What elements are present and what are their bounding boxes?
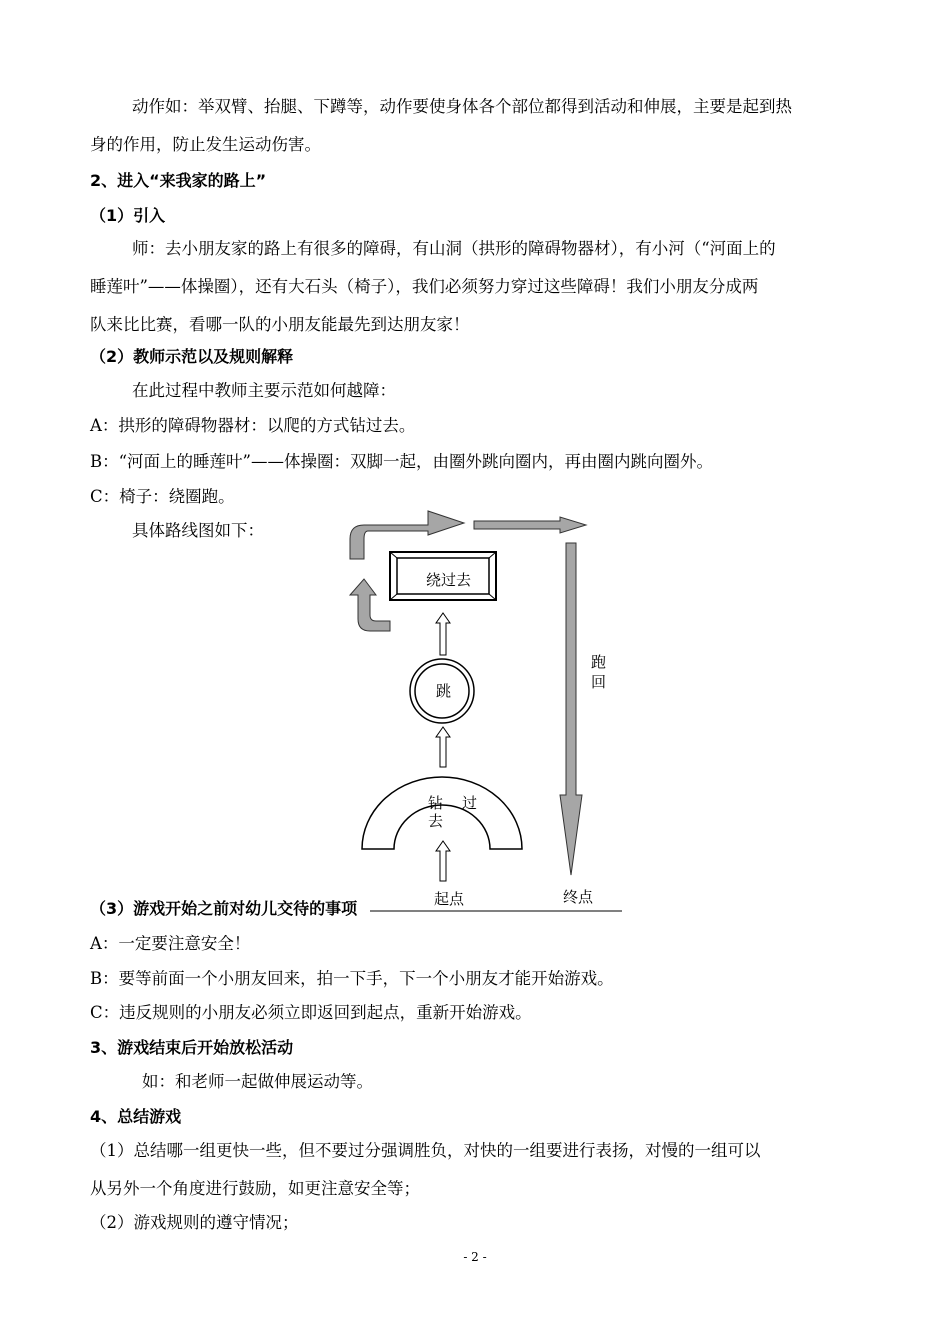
end-label: 终点 — [563, 888, 594, 906]
curved-arrow-left — [350, 579, 390, 631]
arrow-up-to-box — [436, 613, 450, 655]
arch-label: 钻 — [428, 794, 444, 812]
arch-label: 过 — [462, 794, 478, 812]
body-text: 如：和老师一起做伸展运动等。 — [142, 1072, 373, 1091]
section-heading: 2、进入“来我家的路上” — [90, 171, 267, 190]
body-text: 从另外一个角度进行鼓励，如更注意安全等； — [90, 1179, 420, 1198]
body-text: 师：去小朋友家的路上有很多的障碍，有山洞（拱形的障碍物器材），有小河（“河面上的 — [132, 239, 776, 258]
body-text: 动作如：举双臂、抬腿、下蹲等，动作要使身体各个部位都得到活动和伸展，主要是起到热 — [132, 97, 792, 116]
subsection-heading: （3）游戏开始之前对幼儿交待的事项 — [90, 899, 358, 918]
list-item: C：椅子：绕圈跑。 — [90, 487, 235, 506]
arch-label: 去 — [428, 812, 444, 830]
list-item: A：拱形的障碍物器材：以爬的方式钻过去。 — [90, 416, 416, 435]
arrow-up-to-circle — [436, 727, 450, 767]
body-text: 睡莲叶”——体操圈），还有大石头（椅子），我们必须努力穿过这些障碍！我们小朋友分成两 — [90, 277, 759, 296]
arrow-right-top — [474, 517, 586, 533]
run-back-label: 跑 — [591, 653, 607, 671]
circle-label: 跳 — [436, 682, 452, 700]
section-heading: 3、游戏结束后开始放松活动 — [90, 1038, 294, 1057]
list-item: A：一定要注意安全！ — [90, 934, 251, 953]
page-number: - 2 - — [463, 1250, 487, 1264]
subsection-heading: （1）引入 — [90, 206, 166, 225]
subsection-heading: （2）教师示范以及规则解释 — [90, 347, 294, 366]
body-text: 身的作用，防止发生运动伤害。 — [90, 135, 321, 154]
body-text: 在此过程中教师主要示范如何越障： — [132, 381, 396, 400]
list-item: B：“河面上的睡莲叶”——体操圈：双脚一起，由圈外跳向圈内，再由圈内跳向圈外。 — [90, 452, 713, 471]
body-text: （1）总结哪一组更快一些，但不要过分强调胜负，对快的一组要进行表扬，对慢的一组可以 — [90, 1141, 761, 1160]
body-text: 队来比比赛，看哪一队的小朋友能最先到达朋友家！ — [90, 315, 470, 334]
start-label: 起点 — [434, 890, 465, 908]
route-diagram — [300, 495, 640, 925]
list-item: C：违反规则的小朋友必须立即返回到起点，重新开始游戏。 — [90, 1003, 532, 1022]
section-heading: 4、总结游戏 — [90, 1107, 182, 1126]
body-text: （2）游戏规则的遵守情况； — [90, 1213, 299, 1232]
run-back-label: 回 — [591, 673, 607, 691]
arrow-up-from-start — [436, 841, 450, 881]
body-text: 具体路线图如下： — [132, 521, 264, 540]
list-item: B：要等前面一个小朋友回来，拍一下手，下一个小朋友才能开始游戏。 — [90, 969, 614, 988]
box-label: 绕过去 — [426, 571, 472, 589]
arrow-down-run-back — [560, 543, 582, 875]
